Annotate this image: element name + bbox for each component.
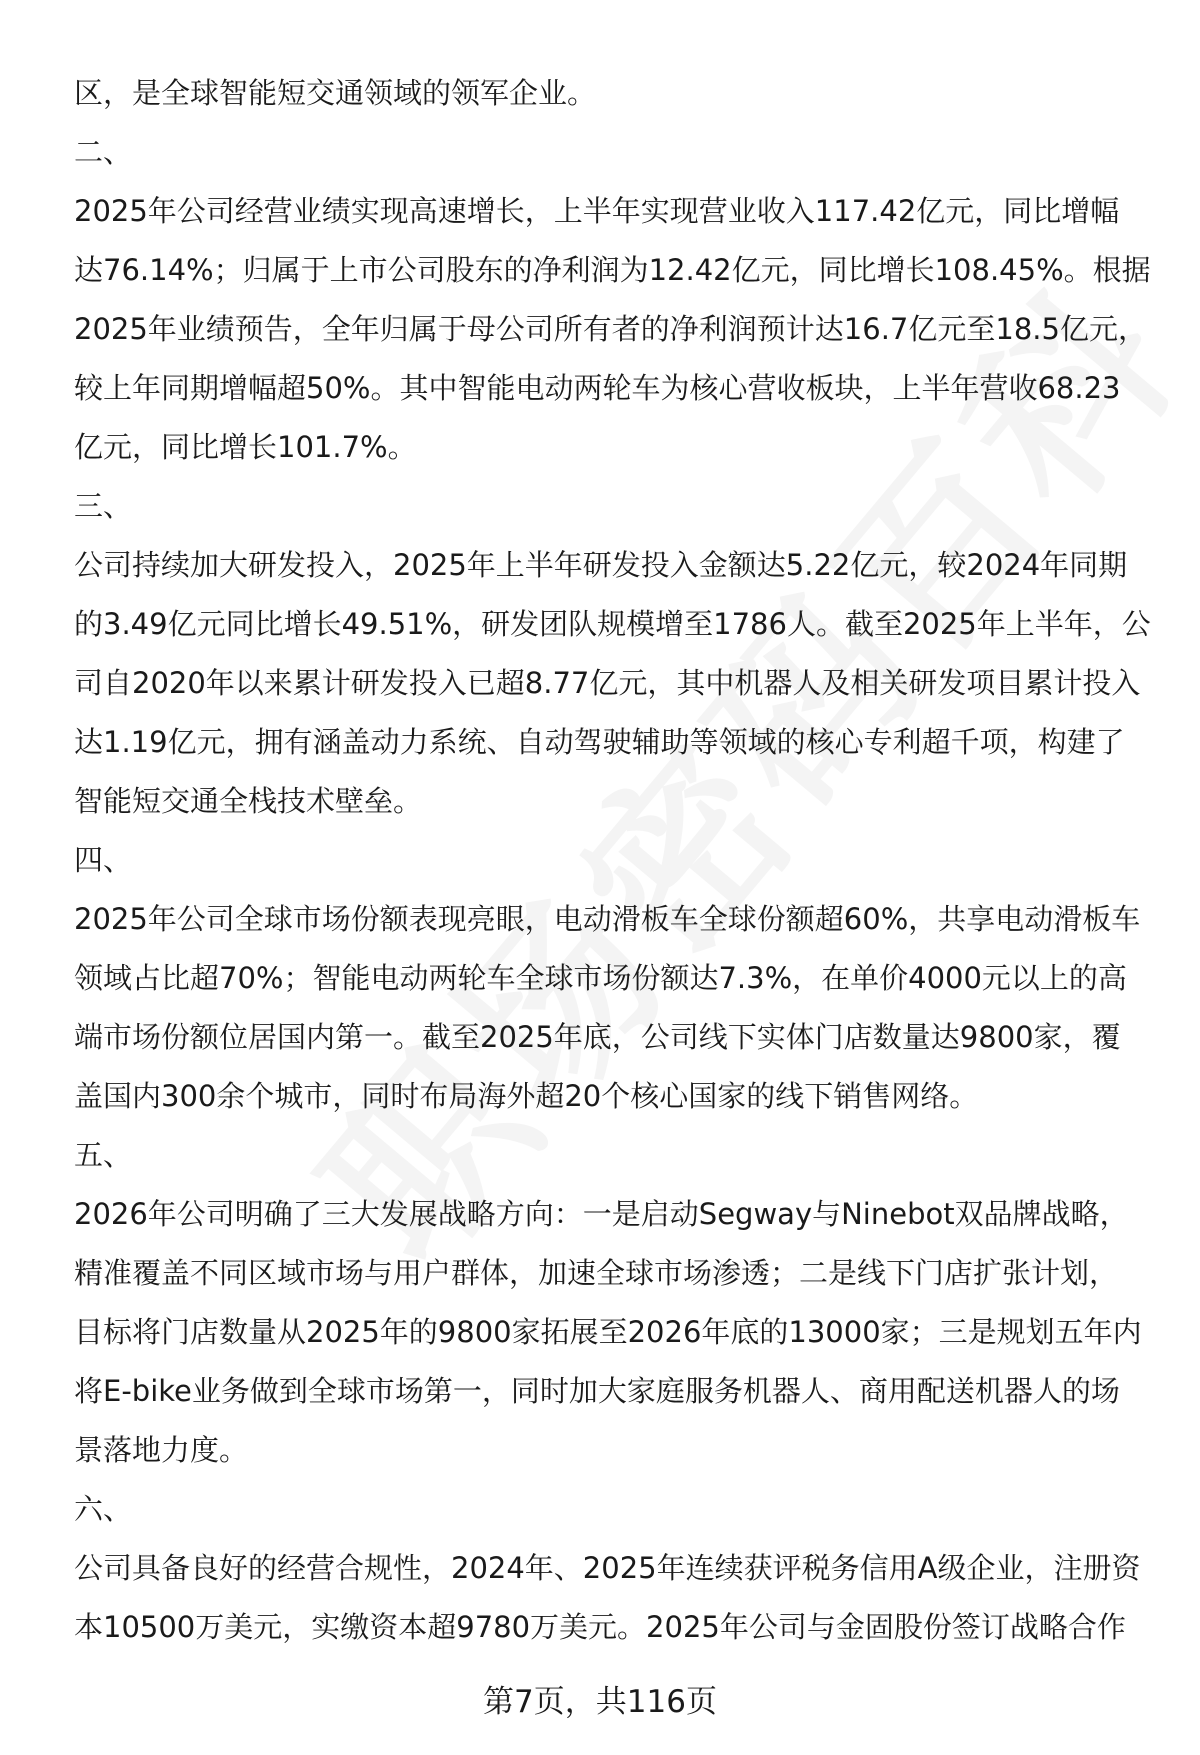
section-heading: 六、 <box>74 1492 133 1526</box>
section-heading: 五、 <box>74 1138 133 1172</box>
paragraph-line: 端市场份额位居国内第一。截至2025年底，公司线下实体门店数量达9800家，覆 <box>74 1020 1121 1054</box>
paragraph-line: 区，是全球智能短交通领域的领军企业。 <box>74 76 597 110</box>
section-heading: 四、 <box>74 843 133 877</box>
section-heading: 二、 <box>74 135 133 169</box>
paragraph-line: 司自2020年以来累计研发投入已超8.77亿元，其中机器人及相关研发项目累计投入 <box>74 666 1141 700</box>
paragraph-line: 本10500万美元，实缴资本超9780万美元。2025年公司与金固股份签订战略合作 <box>74 1610 1126 1644</box>
paragraph-line: 盖国内300余个城市，同时布局海外超20个核心国家的线下销售网络。 <box>74 1079 979 1113</box>
paragraph-line: 2026年公司明确了三大发展战略方向：一是启动Segway与Ninebot双品牌战略， <box>74 1197 1129 1231</box>
page-number-footer: 第7页，共116页 <box>483 1684 717 1720</box>
paragraph-line: 将E-bike业务做到全球市场第一，同时加大家庭服务机器人、商用配送机器人的场 <box>74 1374 1120 1408</box>
paragraph-line: 2025年公司全球市场份额表现亮眼，电动滑板车全球份额超60%，共享电动滑板车 <box>74 902 1141 936</box>
paragraph-line: 2025年公司经营业绩实现高速增长，上半年实现营业收入117.42亿元，同比增幅 <box>74 194 1120 228</box>
paragraph-line: 达1.19亿元，拥有涵盖动力系统、自动驾驶辅助等领域的核心专利超千项，构建了 <box>74 725 1125 759</box>
paragraph-line: 达76.14%；归属于上市公司股东的净利润为12.42亿元，同比增长108.45%。根据 <box>74 253 1151 287</box>
document-body <box>74 64 1154 1657</box>
paragraph-line: 智能短交通全栈技术壁垒。 <box>74 784 423 818</box>
paragraph-line: 2025年业绩预告，全年归属于母公司所有者的净利润预计达16.7亿元至18.5亿元， <box>74 312 1147 346</box>
paragraph-line: 较上年同期增幅超50%。其中智能电动两轮车为核心营收板块，上半年营收68.23 <box>74 371 1121 405</box>
section-heading: 三、 <box>74 489 133 523</box>
paragraph-line: 亿元，同比增长101.7%。 <box>74 430 417 464</box>
paragraph-line: 领域占比超70%；智能电动两轮车全球市场份额达7.3%，在单价4000元以上的高 <box>74 961 1127 995</box>
paragraph-line: 景落地力度。 <box>74 1433 249 1467</box>
paragraph-line: 精准覆盖不同区域市场与用户群体，加速全球市场渗透；二是线下门店扩张计划， <box>74 1256 1119 1290</box>
paragraph-line: 公司具备良好的经营合规性，2024年、2025年连续获评税务信用A级企业，注册资 <box>74 1551 1141 1585</box>
paragraph-line: 的3.49亿元同比增长49.51%，研发团队规模增至1786人。截至2025年上半年，公 <box>74 607 1151 641</box>
paragraph-line: 目标将门店数量从2025年的9800家拓展至2026年底的13000家；三是规划五年内 <box>74 1315 1142 1349</box>
paragraph-line: 公司持续加大研发投入，2025年上半年研发投入金额达5.22亿元，较2024年同期 <box>74 548 1128 582</box>
